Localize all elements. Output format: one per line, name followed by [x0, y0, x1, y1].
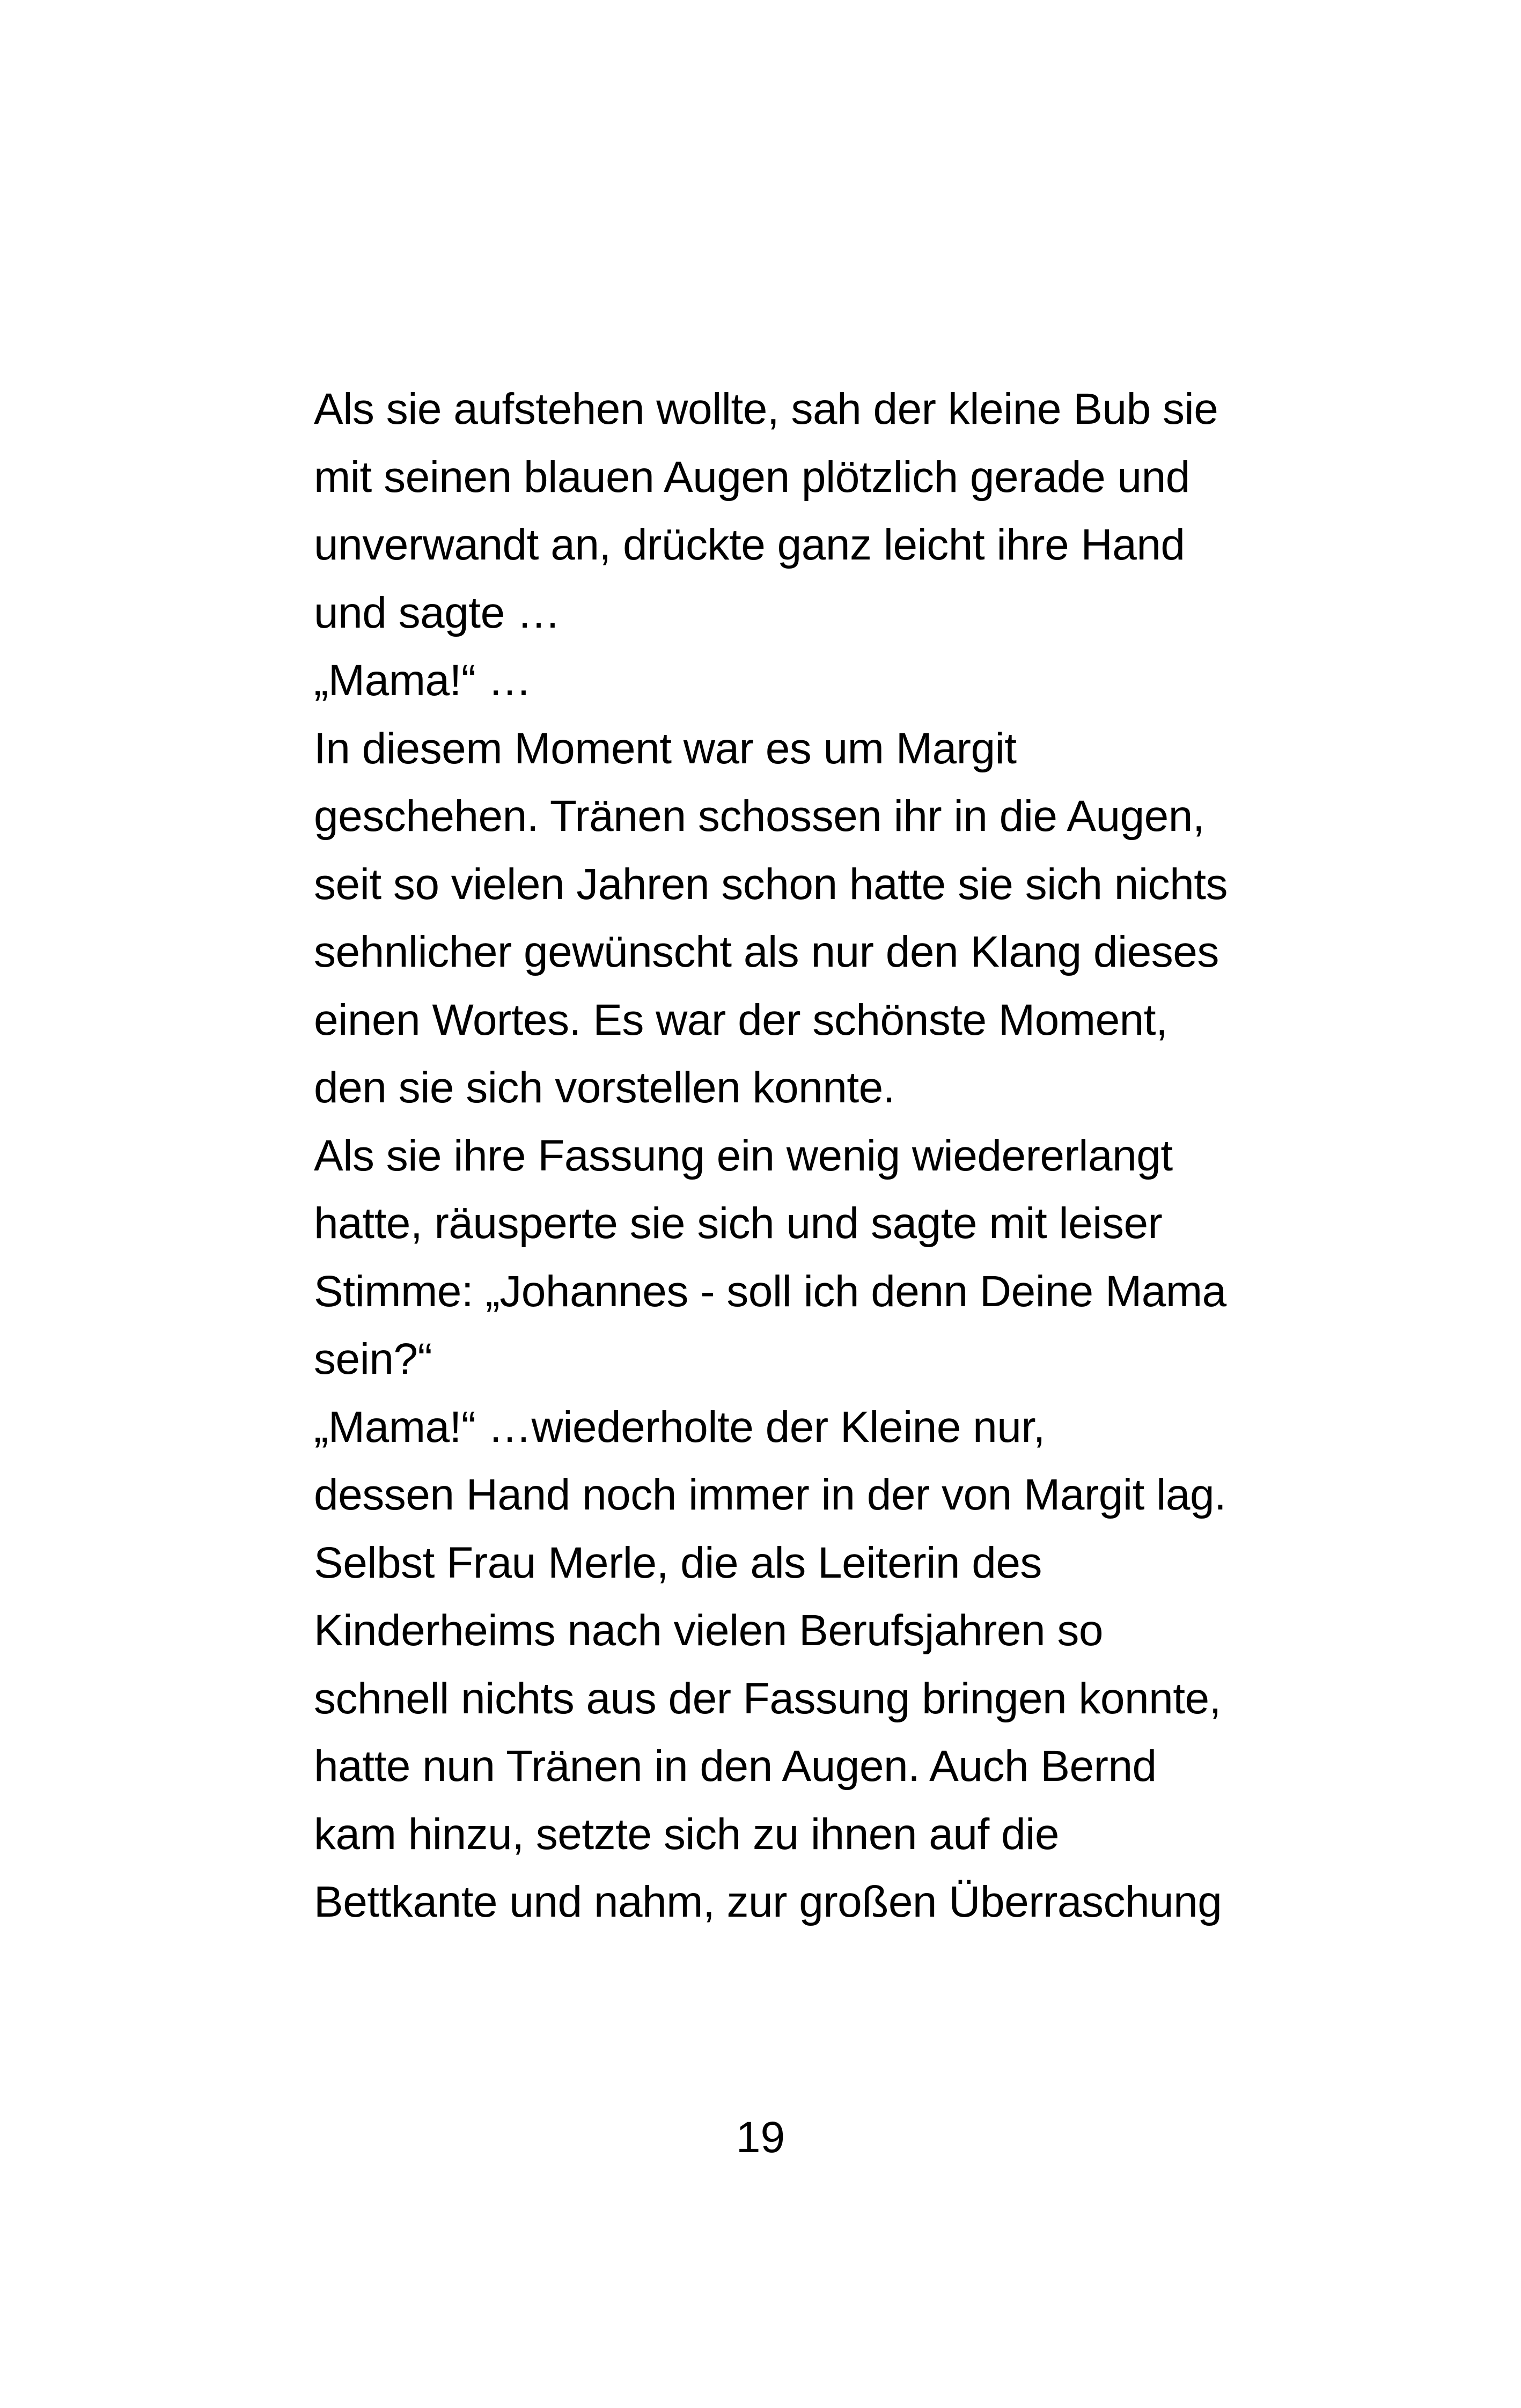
- text-line: sein?“: [314, 1335, 432, 1383]
- text-line: dessen Hand noch immer in der von Margit lag.: [314, 1470, 1226, 1519]
- text-line: schnell nichts aus der Fassung bringen konnte,: [314, 1674, 1221, 1723]
- text-line: Als sie ihre Fassung ein wenig wiedererlangt: [314, 1131, 1173, 1180]
- text-line: Stimme: „Johannes - soll ich denn Deine Mama: [314, 1266, 1226, 1316]
- text-line: unverwandt an, drückte ganz leicht ihre Hand: [314, 520, 1185, 569]
- page-number: 19: [736, 2113, 785, 2162]
- text-line: Als sie aufstehen wollte, sah der kleine Bub sie: [314, 385, 1218, 433]
- text-line: kam hinzu, setzte sich zu ihnen auf die: [314, 1809, 1059, 1859]
- text-line: „Mama!“ …wiederholte der Kleine nur,: [314, 1402, 1045, 1452]
- text-line: „Mama!“ …: [314, 656, 532, 705]
- text-line: In diesem Moment war es um Margit: [314, 724, 1017, 773]
- text-line: Selbst Frau Merle, die als Leiterin des: [314, 1538, 1042, 1587]
- body-text: [314, 375, 1333, 1936]
- text-line: hatte nun Tränen in den Augen. Auch Bernd: [314, 1742, 1157, 1791]
- text-line: den sie sich vorstellen konnte.: [314, 1063, 895, 1112]
- text-line: geschehen. Tränen schossen ihr in die Augen,: [314, 792, 1205, 841]
- text-line: mit seinen blauen Augen plötzlich gerade und: [314, 452, 1190, 502]
- text-line: hatte, räusperte sie sich und sagte mit leiser: [314, 1199, 1163, 1248]
- text-line: sehnlicher gewünscht als nur den Klang dieses: [314, 927, 1219, 976]
- text-line: seit so vielen Jahren schon hatte sie sich nichts: [314, 859, 1228, 909]
- text-line: Bettkante und nahm, zur großen Überraschung: [314, 1877, 1222, 1926]
- text-line: und sagte …: [314, 588, 561, 637]
- text-line: Kinderheims nach vielen Berufsjahren so: [314, 1606, 1103, 1655]
- text-line: einen Wortes. Es war der schönste Moment,: [314, 995, 1168, 1044]
